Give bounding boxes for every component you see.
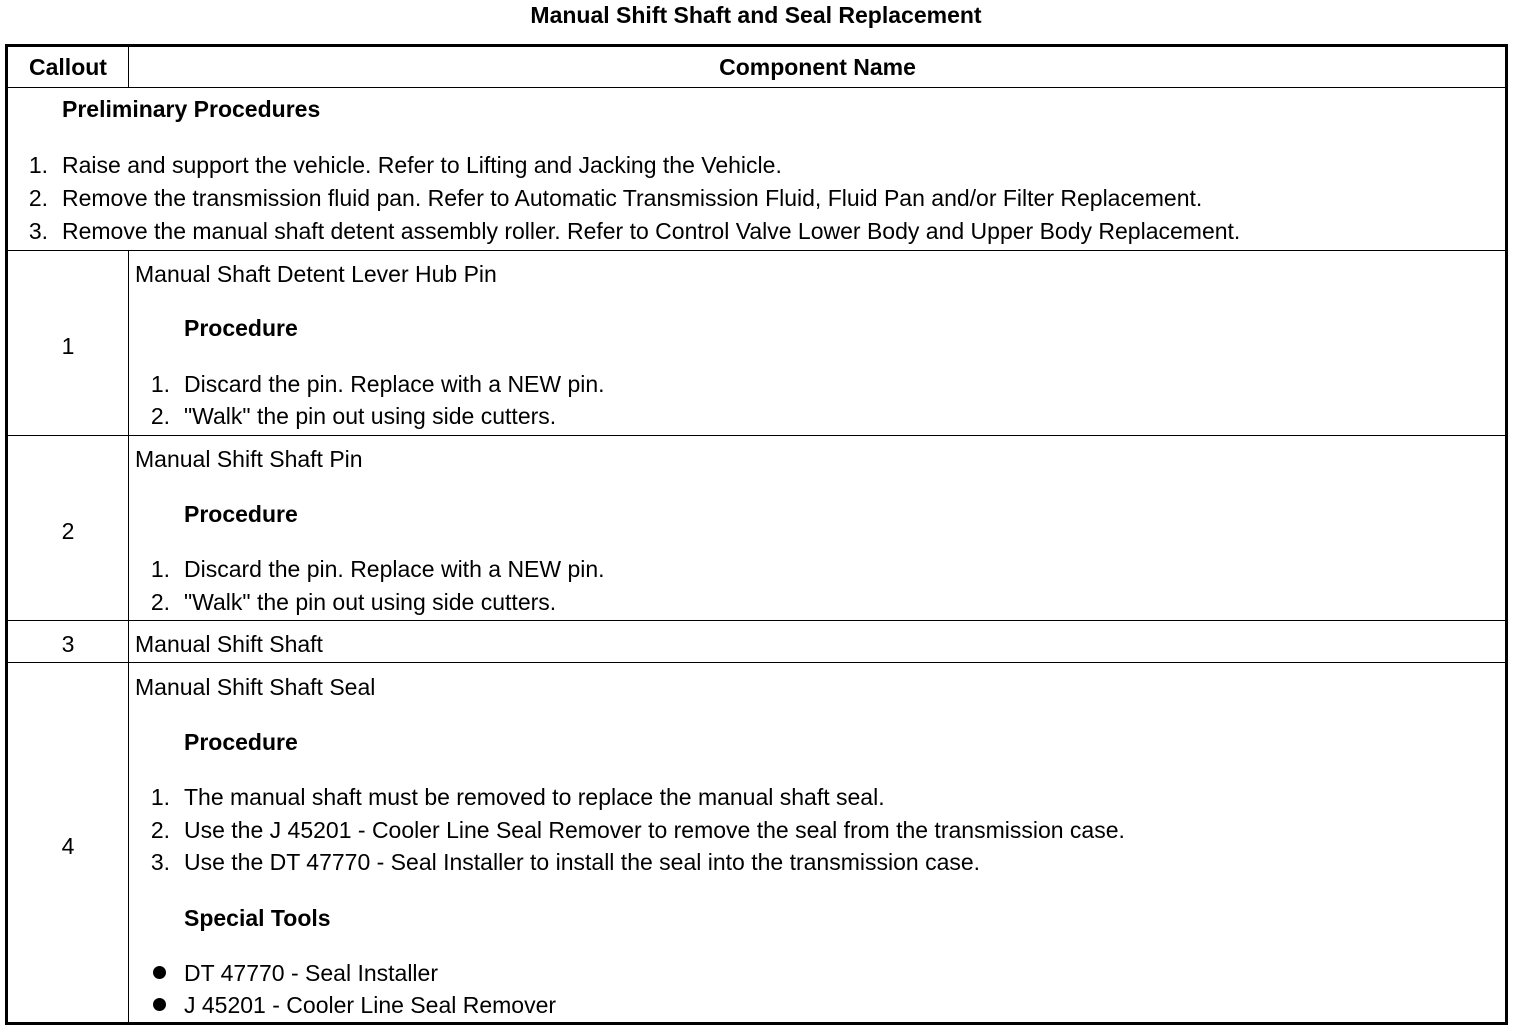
header-component-name: Component Name	[719, 54, 916, 80]
step-number: 1.	[150, 556, 170, 582]
callout-number: 4	[61, 833, 75, 859]
procedure-heading: Procedure	[184, 729, 298, 755]
callout-number: 2	[61, 518, 75, 544]
component-name: Manual Shift Shaft Seal	[135, 674, 376, 700]
bullet-icon	[153, 966, 166, 979]
procedure-step: Use the DT 47770 - Seal Installer to install the seal into the transmission case.	[184, 849, 981, 875]
special-tool-item: DT 47770 - Seal Installer	[184, 960, 438, 986]
step-number: 2.	[150, 817, 170, 843]
procedure-heading: Procedure	[184, 315, 298, 341]
preliminary-step: Raise and support the vehicle. Refer to Lifting and Jacking the Vehicle.	[62, 152, 782, 178]
component-name: Manual Shift Shaft Pin	[135, 446, 363, 472]
column-divider	[128, 47, 129, 87]
step-number: 1.	[150, 371, 170, 397]
procedure-heading: Procedure	[184, 501, 298, 527]
preliminary-heading: Preliminary Procedures	[62, 96, 321, 122]
column-divider	[128, 250, 129, 1022]
step-number: 3.	[28, 218, 48, 244]
step-number: 2.	[28, 185, 48, 211]
step-number: 2.	[150, 589, 170, 615]
preliminary-step: Remove the manual shaft detent assembly roller. Refer to Control Valve Lower Body and Upper Body Replacement.	[62, 218, 1241, 244]
preliminary-step: Remove the transmission fluid pan. Refer to Automatic Transmission Fluid, Fluid Pan and/or Filter Replacement.	[62, 185, 1203, 211]
procedure-step: Use the J 45201 - Cooler Line Seal Remover to remove the seal from the transmission case.	[184, 817, 1125, 843]
procedure-step: "Walk" the pin out using side cutters.	[184, 589, 557, 615]
row-divider	[8, 250, 1505, 251]
procedure-step: The manual shaft must be removed to replace the manual shaft seal.	[184, 784, 885, 810]
special-tool-item: J 45201 - Cooler Line Seal Remover	[184, 992, 557, 1018]
callout-number: 1	[61, 333, 75, 359]
component-name: Manual Shaft Detent Lever Hub Pin	[135, 261, 497, 287]
component-name: Manual Shift Shaft	[135, 631, 323, 657]
row-divider	[8, 435, 1505, 436]
bullet-icon	[153, 998, 166, 1011]
step-number: 1.	[28, 152, 48, 178]
step-number: 2.	[150, 403, 170, 429]
special-tools-heading: Special Tools	[184, 905, 331, 931]
header-callout: Callout	[29, 54, 107, 80]
row-divider	[8, 662, 1505, 663]
page-title: Manual Shift Shaft and Seal Replacement	[530, 2, 982, 28]
step-number: 1.	[150, 784, 170, 810]
procedure-step: Discard the pin. Replace with a NEW pin.	[184, 556, 605, 582]
procedure-step: "Walk" the pin out using side cutters.	[184, 403, 557, 429]
step-number: 3.	[150, 849, 170, 875]
procedure-table	[5, 44, 1508, 1025]
header-divider	[8, 87, 1505, 88]
callout-number: 3	[61, 631, 75, 657]
row-divider	[8, 620, 1505, 621]
procedure-step: Discard the pin. Replace with a NEW pin.	[184, 371, 605, 397]
